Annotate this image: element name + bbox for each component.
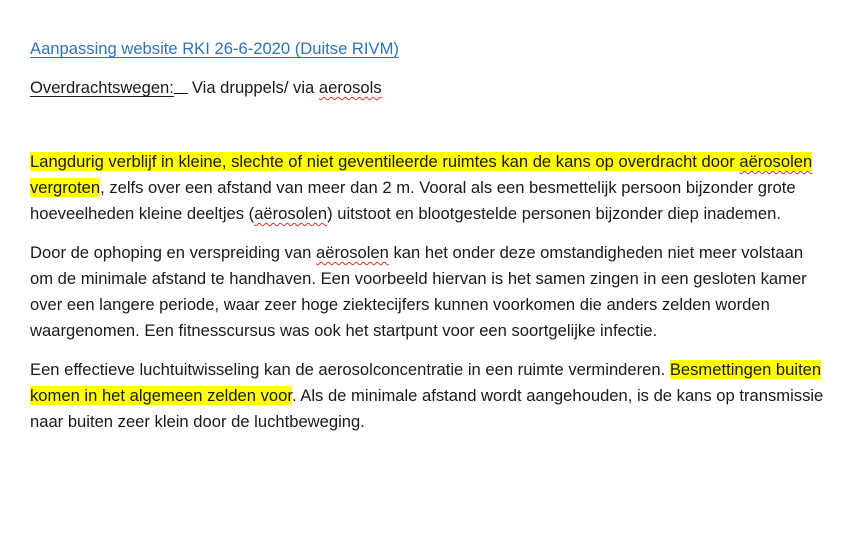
- paragraph-text: kan het onder deze omstandigheden niet meer volstaan om de minimale afstand te handhaven. Een voorbeeld hiervan is het samen zingen in een gesloten kamer over een langere periode, waar zeer hoge ziektecijfers kunnen voorkomen die anders zelden worden waargenomen. Een fitnesscursus was ook het startpunt voor een soortgelijke infectie.: [30, 243, 807, 340]
- paragraph-2: [30, 240, 830, 344]
- paragraph-3: [30, 357, 830, 435]
- paragraph-text: Door de ophoping en verspreiding van: [30, 243, 316, 262]
- paragraph-text: . Als de minimale afstand wordt aangehouden, is de kans op transmissie naar buiten zeer klein door de luchtbeweging.: [30, 386, 824, 431]
- paragraph-text: , zelfs over een afstand van meer dan 2 m. Vooral als een besmettelijk persoon bijzonder grote hoeveelheden kleine deeltjes (: [30, 178, 796, 223]
- paragraph-text: Een effectieve luchtuitwisseling kan de aerosolconcentratie in een ruimte verminderen.: [30, 360, 670, 379]
- spellcheck-word[interactable]: aërosolen: [739, 152, 813, 171]
- transmission-routes-value: Via druppels/ via: [191, 78, 319, 97]
- document-body: [30, 36, 830, 448]
- highlighted-text: Langdurig verblijf in kleine, slechte of niet geventileerde ruimtes kan de kans op overdracht door: [30, 152, 740, 171]
- highlighted-text: Besmettingen buiten komen in het algemeen zelden voor: [30, 360, 822, 405]
- paragraph-1: [30, 149, 830, 227]
- source-link[interactable]: Aanpassing website RKI 26-6-2020 (Duitse RIVM): [30, 39, 399, 58]
- spellcheck-word[interactable]: aërosolen: [254, 204, 328, 223]
- spellcheck-word[interactable]: aerosols: [318, 78, 382, 97]
- highlighted-text: vergroten: [30, 178, 101, 197]
- paragraph-text: ) uitstoot en blootgestelde personen bijzonder diep inademen.: [327, 204, 781, 223]
- transmission-routes-label: Overdrachtswegen:: [30, 78, 174, 97]
- transmission-routes-line: [30, 75, 830, 101]
- spellcheck-word[interactable]: aërosolen: [315, 243, 389, 262]
- underlined-gap: [174, 75, 188, 94]
